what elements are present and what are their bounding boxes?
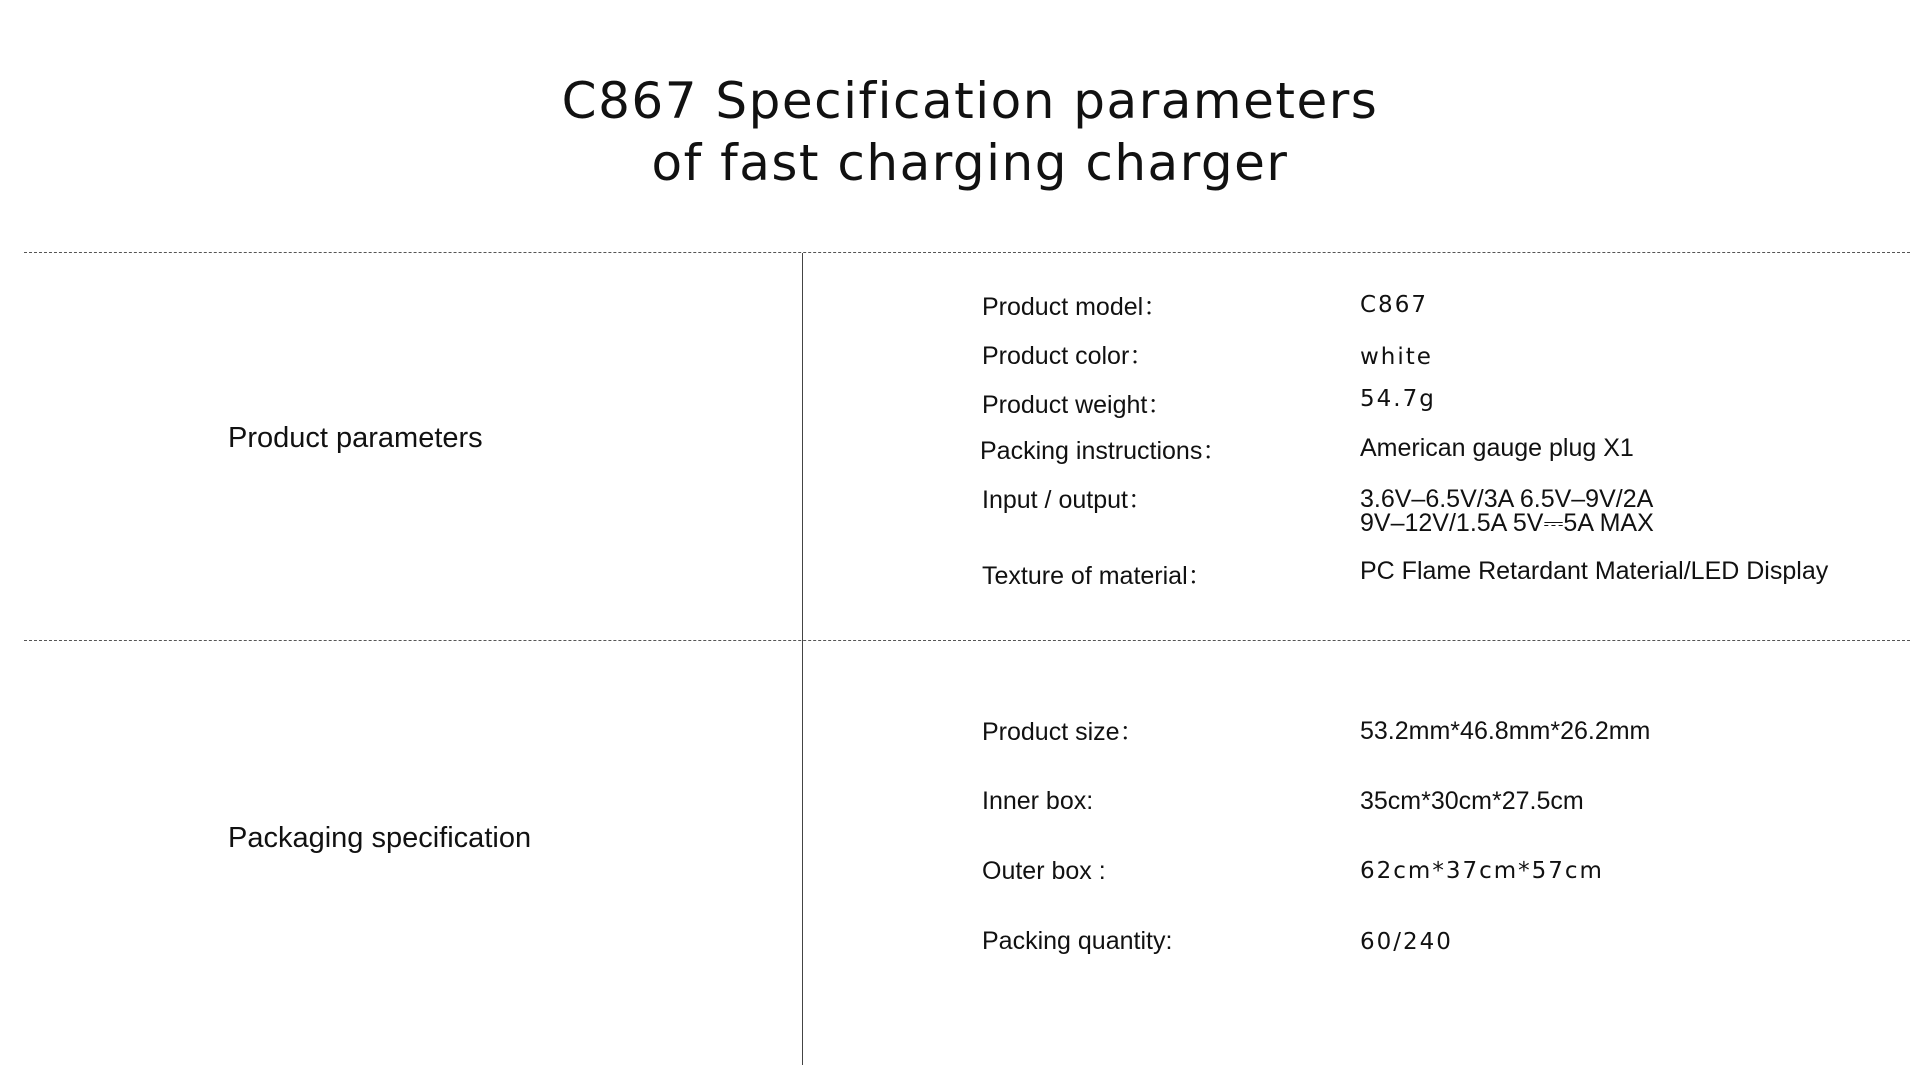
section-label-packaging-specification: Packaging specification [228,822,532,854]
spec-label: Outer box : [982,857,1106,885]
spec-value: C867 [1360,292,1428,318]
middle-divider [24,640,1910,641]
spec-value: 35cm*30cm*27.5cm [1360,787,1584,815]
spec-label: Product model： [982,293,1169,321]
spec-value: white [1360,344,1433,370]
spec-label: Product size： [982,718,1145,746]
spec-label: Packing instructions： [980,437,1228,465]
spec-value: 53.2mm*46.8mm*26.2mm [1360,717,1651,745]
spec-label: Inner box: [982,787,1094,815]
title-line-2: of fast charging charger [651,134,1289,192]
spec-value: American gauge plug X1 [1360,434,1634,462]
spec-value: 60/240 [1360,929,1453,955]
spec-value-line-2: 9V–12V/1.5A 5V⎓5A MAX [1360,509,1654,537]
title-line-1: C867 Specification parameters [561,72,1379,130]
spec-label: Packing quantity: [982,927,1173,955]
column-divider [802,253,803,1065]
spec-label: Product color： [982,342,1155,370]
spec-value-line-1: 3.6V–6.5V/3A 6.5V–9V/2A [1360,485,1654,513]
spec-label: Input / output： [982,486,1153,514]
section-label-product-parameters: Product parameters [228,422,483,454]
spec-value: 62cm*37cm*57cm [1360,858,1604,884]
top-divider [24,252,1910,253]
spec-label: Product weight： [982,391,1173,419]
spec-value: 54.7g [1360,386,1436,412]
page-title [0,70,1920,194]
spec-value: PC Flame Retardant Material/LED Display [1360,557,1829,585]
spec-label: Texture of material： [982,562,1213,590]
